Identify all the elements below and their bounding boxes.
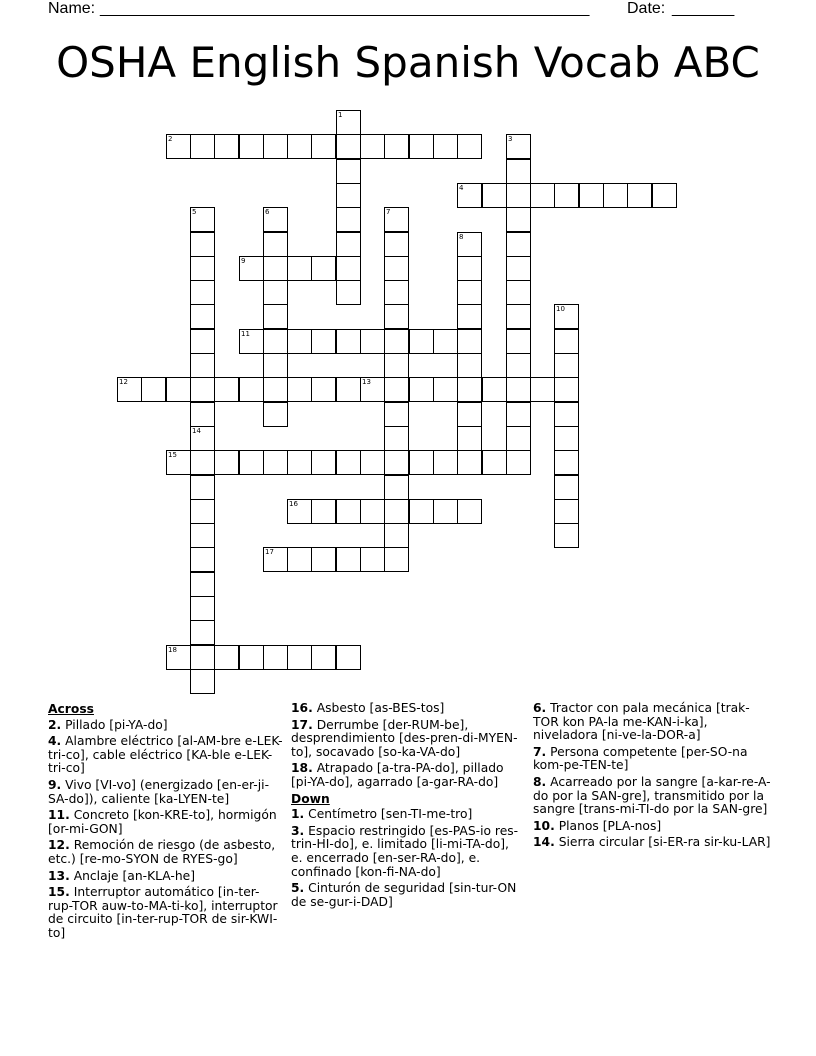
clue-number: 5: [192, 208, 197, 216]
grid-cell[interactable]: [239, 329, 264, 354]
grid-cell[interactable]: [384, 547, 409, 572]
grid-cell[interactable]: [506, 232, 531, 257]
grid-cell[interactable]: [190, 329, 215, 354]
date-label: Date:: [627, 0, 666, 17]
grid-cell[interactable]: [433, 377, 458, 402]
grid-cell[interactable]: [190, 353, 215, 378]
grid-cell[interactable]: [287, 134, 312, 159]
grid-cell[interactable]: [457, 134, 482, 159]
grid-cell[interactable]: [239, 645, 264, 670]
grid-cell[interactable]: [263, 450, 288, 475]
grid-cell[interactable]: [506, 207, 531, 232]
grid-cell[interactable]: [190, 645, 215, 670]
grid-cell[interactable]: [506, 402, 531, 427]
clue-down-5: 5. Cinturón de seguridad [sin-tur-ON de se-gur-i-DAD]: [291, 881, 517, 909]
clue-number: 17: [265, 548, 274, 556]
grid-cell[interactable]: [506, 134, 531, 159]
grid-cell[interactable]: [384, 353, 409, 378]
grid-cell[interactable]: [287, 547, 312, 572]
grid-cell[interactable]: [239, 256, 264, 281]
grid-cell[interactable]: [409, 329, 434, 354]
grid-cell[interactable]: [336, 377, 361, 402]
grid-cell[interactable]: [336, 110, 361, 135]
grid-cell[interactable]: [384, 523, 409, 548]
grid-cell[interactable]: [360, 450, 385, 475]
grid-cell[interactable]: [506, 183, 531, 208]
grid-cell[interactable]: [482, 377, 507, 402]
clue-down-14: 14. Sierra circular [si-ER-ra sir-ku-LAR]: [533, 835, 771, 850]
clue-number: 6: [265, 208, 270, 216]
grid-cell[interactable]: [506, 159, 531, 184]
grid-cell[interactable]: [190, 377, 215, 402]
clue-number: 11: [241, 330, 250, 338]
grid-cell[interactable]: [190, 450, 215, 475]
clue-across-9: 9. Vivo [VI-vo] (energizado [en-er-ji-SA-do]), caliente [ka-LYEN-te]: [48, 777, 270, 806]
grid-cell[interactable]: [457, 426, 482, 451]
grid-cell[interactable]: [360, 329, 385, 354]
grid-cell[interactable]: [506, 256, 531, 281]
grid-cell[interactable]: [336, 329, 361, 354]
grid-cell[interactable]: [384, 450, 409, 475]
grid-cell[interactable]: [360, 499, 385, 524]
grid-cell[interactable]: [457, 183, 482, 208]
clue-down-8: 8. Acarreado por la sangre [a-kar-re-A-do por la SAN-gre], transmitido por la sangre [trans-mi-TI-do por la SAN-gre]: [533, 774, 771, 817]
clue-number: 13: [362, 378, 371, 386]
grid-cell[interactable]: [652, 183, 677, 208]
grid-cell[interactable]: [554, 183, 579, 208]
grid-cell[interactable]: [117, 377, 142, 402]
grid-cell[interactable]: [457, 329, 482, 354]
name-label: Name:: [48, 0, 96, 17]
clue-number: 14: [192, 427, 201, 435]
grid-cell[interactable]: [311, 450, 336, 475]
grid-cell[interactable]: [506, 329, 531, 354]
grid-cell[interactable]: [263, 353, 288, 378]
grid-cell[interactable]: [579, 183, 604, 208]
grid-cell[interactable]: [554, 450, 579, 475]
grid-cell[interactable]: [190, 669, 215, 694]
clue-down-1: 1. Centímetro [sen-TI-me-tro]: [291, 807, 473, 822]
clue-across-12: 12. Remoción de riesgo (de asbesto, etc.) [re-mo-SYON de RYES-go]: [48, 838, 276, 866]
grid-cell[interactable]: [263, 280, 288, 305]
grid-cell[interactable]: [336, 207, 361, 232]
grid-cell[interactable]: [263, 256, 288, 281]
grid-cell[interactable]: [263, 645, 288, 670]
grid-cell[interactable]: [263, 377, 288, 402]
grid-cell[interactable]: [190, 572, 215, 597]
clue-number: 3: [508, 135, 513, 143]
grid-cell[interactable]: [239, 377, 264, 402]
grid-cell[interactable]: [166, 134, 191, 159]
grid-cell[interactable]: [457, 280, 482, 305]
grid-cell[interactable]: [214, 134, 239, 159]
grid-cell[interactable]: [409, 134, 434, 159]
clue-across-17: 17. Derrumbe [der-RUM-be], desprendimiento [des-pren-di-MYEN-to], socavado [so-ka-VA-do]: [291, 717, 518, 759]
grid-cell[interactable]: [190, 547, 215, 572]
grid-cell[interactable]: [311, 134, 336, 159]
grid-cell[interactable]: [506, 280, 531, 305]
grid-cell[interactable]: [384, 207, 409, 232]
clue-across-2: 2. Pillado [pi-YA-do]: [48, 717, 168, 732]
grid-cell[interactable]: [482, 450, 507, 475]
grid-cell[interactable]: [336, 256, 361, 281]
grid-cell[interactable]: [433, 499, 458, 524]
grid-cell[interactable]: [360, 547, 385, 572]
grid-cell[interactable]: [506, 353, 531, 378]
grid-cell[interactable]: [263, 329, 288, 354]
grid-cell[interactable]: [287, 256, 312, 281]
clue-down-6: 6. Tractor con pala mecánica [trak-TOR kon PA-la me-KAN-i-ka], niveladora [ni-ve-la-DOR-a]: [533, 701, 750, 743]
grid-cell[interactable]: [433, 329, 458, 354]
grid-cell[interactable]: [190, 134, 215, 159]
grid-cell[interactable]: [554, 353, 579, 378]
grid-cell[interactable]: [457, 499, 482, 524]
grid-cell[interactable]: [214, 377, 239, 402]
clue-number: 7: [386, 208, 391, 216]
grid-cell[interactable]: [530, 377, 555, 402]
clue-down-7: 7. Persona competente [per-SO-na kom-pe-TEN-te]: [533, 744, 748, 773]
down-heading: Down: [291, 791, 330, 806]
grid-cell[interactable]: [457, 402, 482, 427]
grid-cell[interactable]: [409, 499, 434, 524]
grid-cell[interactable]: [554, 426, 579, 451]
grid-cell[interactable]: [554, 402, 579, 427]
grid-cell[interactable]: [190, 304, 215, 329]
grid-cell[interactable]: [263, 547, 288, 572]
clue-across-13: 13. Anclaje [an-KLA-he]: [48, 868, 196, 883]
grid-cell[interactable]: [627, 183, 652, 208]
grid-cell[interactable]: [311, 377, 336, 402]
grid-cell[interactable]: [506, 377, 531, 402]
grid-cell[interactable]: [214, 450, 239, 475]
grid-cell[interactable]: [311, 329, 336, 354]
grid-cell[interactable]: [263, 207, 288, 232]
grid-cell[interactable]: [190, 596, 215, 621]
grid-cell[interactable]: [336, 280, 361, 305]
grid-cell[interactable]: [384, 134, 409, 159]
grid-cell[interactable]: [166, 645, 191, 670]
grid-cell[interactable]: [287, 450, 312, 475]
clue-across-18: 18. Atrapado [a-tra-PA-do], pillado [pi-YA-do], agarrado [a-gar-RA-do]: [291, 761, 504, 789]
grid-cell[interactable]: [336, 183, 361, 208]
grid-cell[interactable]: [360, 134, 385, 159]
grid-cell[interactable]: [433, 450, 458, 475]
grid-cell[interactable]: [287, 329, 312, 354]
grid-cell[interactable]: [287, 499, 312, 524]
grid-cell[interactable]: [457, 304, 482, 329]
clue-number: 9: [241, 257, 246, 265]
grid-cell[interactable]: [384, 426, 409, 451]
grid-cell[interactable]: [263, 402, 288, 427]
clue-number: 18: [168, 646, 177, 654]
grid-cell[interactable]: [263, 304, 288, 329]
grid-cell[interactable]: [384, 499, 409, 524]
grid-cell[interactable]: [336, 450, 361, 475]
grid-cell[interactable]: [311, 256, 336, 281]
grid-cell[interactable]: [506, 450, 531, 475]
grid-cell[interactable]: [336, 159, 361, 184]
clue-number: 16: [289, 500, 298, 508]
grid-cell[interactable]: [190, 523, 215, 548]
grid-cell[interactable]: [214, 645, 239, 670]
grid-cell[interactable]: [190, 232, 215, 257]
clue-number: 10: [556, 305, 565, 313]
grid-cell[interactable]: [457, 377, 482, 402]
grid-cell[interactable]: [190, 402, 215, 427]
grid-cell[interactable]: [409, 450, 434, 475]
grid-cell[interactable]: [239, 450, 264, 475]
grid-cell[interactable]: [554, 475, 579, 500]
grid-cell[interactable]: [190, 426, 215, 451]
grid-cell[interactable]: [384, 256, 409, 281]
grid-cell[interactable]: [457, 450, 482, 475]
grid-cell[interactable]: [166, 450, 191, 475]
clue-across-11: 11. Concreto [kon-KRE-to], hormigón [or-mi-GON]: [48, 808, 277, 836]
grid-cell[interactable]: [554, 523, 579, 548]
clues-column-3: [533, 702, 773, 853]
grid-cell[interactable]: [457, 353, 482, 378]
grid-cell[interactable]: [384, 377, 409, 402]
clue-number: 2: [168, 135, 173, 143]
grid-cell[interactable]: [263, 232, 288, 257]
grid-cell[interactable]: [190, 280, 215, 305]
grid-cell[interactable]: [336, 645, 361, 670]
grid-cell[interactable]: [433, 134, 458, 159]
grid-cell[interactable]: [384, 329, 409, 354]
grid-cell[interactable]: [530, 183, 555, 208]
page-title: OSHA English Spanish Vocab ABC: [56, 38, 760, 87]
grid-cell[interactable]: [554, 499, 579, 524]
clue-across-15: 15. Interruptor automático [in-ter-rup-TOR auw-to-MA-ti-ko], interruptor de circuito [in-ter-rup-TOR de sir-KWI-to]: [48, 885, 278, 940]
clue-number: 4: [459, 184, 464, 192]
clue-number: 15: [168, 451, 177, 459]
clue-across-16: 16. Asbesto [as-BES-tos]: [291, 701, 445, 715]
clues-column-2: [291, 702, 521, 912]
clue-down-3: 3. Espacio restringido [es-PAS-io res-trin-HI-do], e. limitado [li-mi-TA-do], e. encerrado [en-ser-RA-do], e. confinado [kon-fi-NA-do]: [291, 823, 519, 879]
grid-cell[interactable]: [457, 232, 482, 257]
grid-cell[interactable]: [311, 645, 336, 670]
grid-cell[interactable]: [190, 207, 215, 232]
grid-cell[interactable]: [384, 402, 409, 427]
grid-cell[interactable]: [336, 232, 361, 257]
grid-cell[interactable]: [311, 547, 336, 572]
grid-cell[interactable]: [409, 377, 434, 402]
clue-number: 12: [119, 378, 128, 386]
grid-cell[interactable]: [360, 377, 385, 402]
grid-cell[interactable]: [554, 329, 579, 354]
grid-cell[interactable]: [384, 475, 409, 500]
name-line[interactable]: _______________________________________________________: [100, 0, 590, 17]
grid-cell[interactable]: [603, 183, 628, 208]
grid-cell[interactable]: [190, 620, 215, 645]
grid-cell[interactable]: [263, 134, 288, 159]
clues-column-1: [48, 702, 284, 944]
clue-number: 8: [459, 233, 464, 241]
across-heading: Across: [48, 702, 94, 716]
grid-cell[interactable]: [554, 304, 579, 329]
grid-cell[interactable]: [506, 426, 531, 451]
grid-cell[interactable]: [287, 645, 312, 670]
grid-cell[interactable]: [239, 134, 264, 159]
grid-cell[interactable]: [311, 499, 336, 524]
grid-cell[interactable]: [482, 183, 507, 208]
grid-cell[interactable]: [384, 304, 409, 329]
grid-cell[interactable]: [506, 304, 531, 329]
grid-cell[interactable]: [384, 232, 409, 257]
grid-cell[interactable]: [190, 499, 215, 524]
date-line[interactable]: _______: [672, 0, 735, 17]
grid-cell[interactable]: [336, 547, 361, 572]
grid-cell[interactable]: [336, 134, 361, 159]
grid-cell[interactable]: [166, 377, 191, 402]
grid-cell[interactable]: [190, 256, 215, 281]
grid-cell[interactable]: [190, 475, 215, 500]
clue-across-4: 4. Alambre eléctrico [al-AM-bre e-LEK-tri-co], cable eléctrico [KA-ble e-LEK-tri-co]: [48, 734, 283, 776]
grid-cell[interactable]: [287, 377, 312, 402]
grid-cell[interactable]: [336, 499, 361, 524]
grid-cell[interactable]: [384, 280, 409, 305]
grid-cell[interactable]: [554, 377, 579, 402]
clue-down-10: 10. Planos [PLA-nos]: [533, 818, 662, 833]
clue-number: 1: [338, 111, 343, 119]
grid-cell[interactable]: [457, 256, 482, 281]
grid-cell[interactable]: [141, 377, 166, 402]
